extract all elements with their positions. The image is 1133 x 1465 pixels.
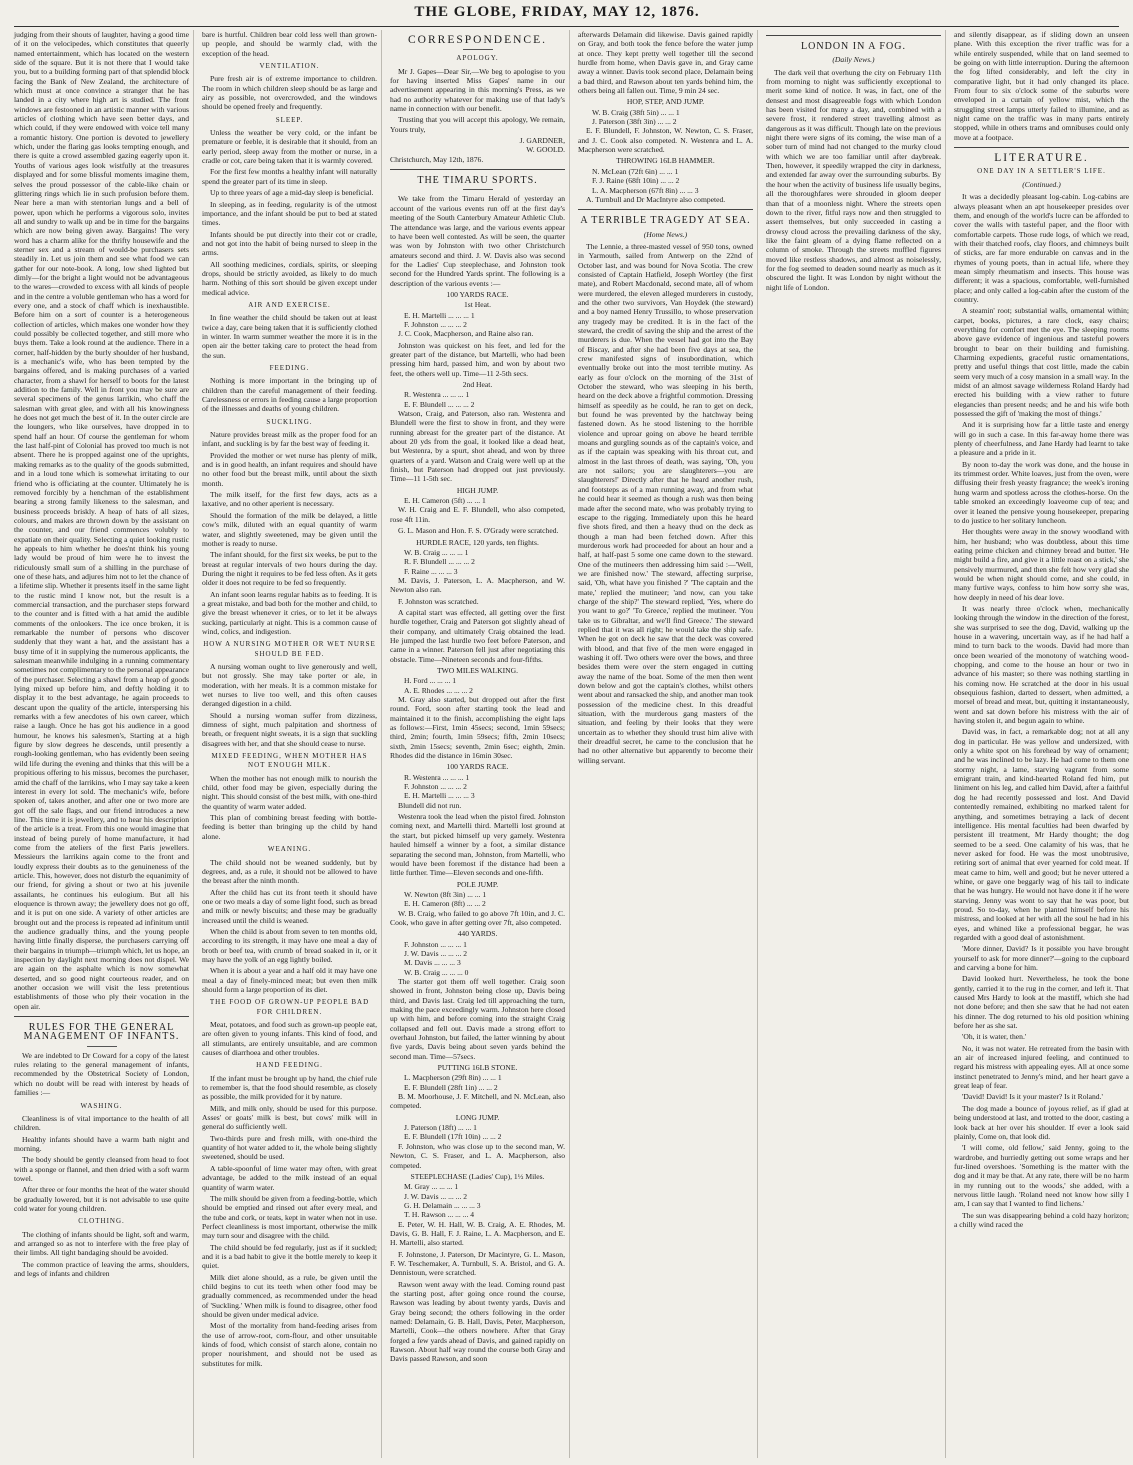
result-line: M. Gray ... ... ... 1 xyxy=(404,1182,459,1192)
result-line: W. Newton (8ft 3in) ... ... 1 xyxy=(404,889,487,899)
washing-subheading: WASHING. xyxy=(80,1101,123,1110)
result-line: L. A. Macpherson (67ft 8in) ... ... 3 xyxy=(592,185,699,195)
rules-heading: RULES FOR THE GENERAL MANAGEMENT OF INFANTS. xyxy=(23,1022,180,1043)
event-report: W. B. Craig, who failed to go above 7ft 10in, and J. C. Cook, who gave in after getting over 7ft, also competed. xyxy=(390,908,565,927)
short-rule xyxy=(87,1046,117,1047)
event-report: G. L. Mason and Hon. F. S. O'Grady were scratched. xyxy=(398,526,559,536)
ventilation-para: Pure fresh air is of extreme importance to children. The room in which children sleep should be as large and airy as possible, not overcrowded, and the windows should be opened freely and frequently. xyxy=(202,74,377,112)
apology-signature: W. GOOLD. xyxy=(526,145,565,155)
event-heading: 100 YARDS RACE. xyxy=(446,762,509,772)
sleep-para: Up to three years of age a mid-day sleep is beneficial. xyxy=(210,188,374,198)
result-line: E. H. Martelli ... ... ... 3 xyxy=(404,791,475,801)
result-line: R. Westenra ... ... ... 1 xyxy=(404,772,470,782)
clothing-para: The common practice of leaving the arms, shoulders, and legs of infants and children xyxy=(14,1259,189,1278)
apology-letter: Mr J. Gapes—Dear Sir,—We beg to apologise to you for having inserted Miss Gapes' name in our advertisement appearing in this morning's Press, as we had no authority whatever for making use of that lady's name in connection with our benefit. xyxy=(390,66,565,114)
story-para: It was nearly three o'clock when, mechanically looking through the window in the direction of the forest, she was surprised to see the dog, David, walking up the house in a wavering, uncertain way, as if he had half a mind to turn back to the woods. David had more than once been wearied of the monotony of watching wood-chopping, and come to the house an hour or two in advance of his master; so there was nothing startling in his coming now. He scratched at the door in his usual obsequious fashion, darted to dessert, when admitted, a morsel of bread and meat, but, quitting it instantaneously, went and sat down before his mistress with the air of having stolen it, and begun again to whine. xyxy=(954,603,1129,726)
event-heading: LONG JUMP. xyxy=(455,1112,500,1122)
nursing-subheading: HOW A NURSING MOTHER OR WET NURSE SHOULD BE FED. xyxy=(203,640,376,658)
story-para: 'I will come, old fellow,' said Jenny, going to the wardrobe, and hurriedly getting out some wraps and her fur-lined overshoes. 'Something is the matter with the dog and it may be that. At any rate, there will be no harm in my running out to the woods,' she added, with a nervous little laugh. 'Roland need not know how silly I am, I can say that I wanted to find lichens.' xyxy=(954,1143,1129,1209)
result-line: R. F. Blundell ... ... ... 2 xyxy=(404,557,475,567)
event-heading: THROWING 16LB HAMMER. xyxy=(616,156,715,166)
london-fog-continued: and silently disappear, as if sliding down an unseen plane. With this exception the river traffic was for a while entirely suspended, while that on land seemed to be going on with little interruption. During the afternoon the fog lifted considerably, and left the city in comparative light, but it had only changed its place. From four to six o'clock some of the suburbs were enveloped in a curtain of yellow mist, which the struggling street lamps utterly failed to illumine, and as night came on the traffic was in many parts entirely stopped, while in others trams and omnibuses could only move at a footpace. xyxy=(954,30,1129,142)
event-report: A. Turnbull and Dr MacIntyre also competed. xyxy=(586,194,726,204)
air-subheading: AIR AND EXERCISE. xyxy=(248,300,331,309)
event-report: E. F. Blundell, F. Johnston, W. Newton, C. S. Fraser, and J. C. Cook also competed. N. Westenra and L. A. Macpherson were scratched. xyxy=(578,126,753,155)
story-title: ONE DAY IN A SETTLER'S LIFE. xyxy=(977,167,1106,176)
tragedy-heading: A TERRIBLE TRAGEDY AT SEA. xyxy=(580,215,751,227)
result-line: F. Raine ... ... ... 3 xyxy=(404,566,458,576)
nursing-para: A nursing woman ought to live generously and well, but not grossly. She may take porter or ale, in moderation, with her meals. It is a common mistake for wet nurses to live too well, and this often causes deranged digestion in a child. xyxy=(202,661,377,709)
result-line: R. Westenra ... ... ... 1 xyxy=(404,390,470,400)
result-line: J. W. Davis ... ... ... 2 xyxy=(404,948,468,958)
clothing-continued: bare is hurtful. Children bear cold less well than grown-up people, and should be warmly clad, with the exception of the head. xyxy=(202,30,377,58)
suckling-para: Nature provides breast milk as the proper food for an infant, and suckling is by far the best way of feeding it. xyxy=(202,430,377,449)
result-line: W. B. Craig ... ... ... 1 xyxy=(404,547,469,557)
result-line: E. F. Blundell ... ... ... 2 xyxy=(404,399,475,409)
result-line: W. B. Craig (38ft 5in) ... ... 1 xyxy=(592,107,680,117)
tragedy-source: (Home News.) xyxy=(643,229,688,239)
washing-para: Healthy infants should have a warm bath night and morning. xyxy=(14,1134,189,1153)
heat-heading: 2nd Heat. xyxy=(462,380,493,389)
event-report: Westenra took the lead when the pistol fired. Johnston coming next, and Martelli third. Martelli lost ground at the start, but picked himself up very gamely. Westenra hauled himself a winner by a foot, a similar distance separating the second man, Johnston, from Martelli, who would have been foremost if the distance had been a little further. Time—Eleven seconds and one-fifth. xyxy=(390,812,565,878)
story-para: 'Oh, it is water, then.' xyxy=(962,1032,1027,1042)
weaning-para: When it is about a year and a half old it may have one meal a day of finely-minced meat; but even then milk should form a large proportion of its diet. xyxy=(202,966,377,994)
column-divider-rule xyxy=(766,35,941,36)
mixed-feeding-subheading: MIXED FEEDING, WHEN MOTHER HAS NOT ENOUGH MILK. xyxy=(211,752,368,770)
apology-subheading: APOLOGY. xyxy=(456,54,499,63)
result-line: L. Macpherson (29ft 8in) ... ... 1 xyxy=(404,1073,502,1083)
hand-feeding-para: Two-thirds pure and fresh milk, with one-third the quantity of hot water added to it, the whole being slightly sweetened, should be used. xyxy=(202,1133,377,1162)
result-line: F. Johnston ... ... ... 2 xyxy=(404,319,467,329)
feeding-subheading: FEEDING. xyxy=(269,364,310,372)
weaning-para: After the child has cut its front teeth it should have one or two meals a day of some light food, such as bread and milk or newly biscuits; and these may be gradually increased until the child is weaned. xyxy=(202,887,377,925)
result-line: E. F. Blundell (28ft 1in) ... ... 2 xyxy=(404,1082,498,1092)
event-heading: HIGH JUMP. xyxy=(456,485,499,495)
column-4 xyxy=(578,30,758,1458)
literature-heading: LITERATURE. xyxy=(994,152,1089,165)
hand-feeding-para: The child should be fed regularly, just as if it suckled; and it is a bad habit to give it the bottle merely to keep it quiet. xyxy=(202,1242,377,1271)
sleep-para: All soothing medicines, cordials, spirits, or sleeping drops, should be strictly avoided, as likely to do much harm. Nothing of this sort should be given except under medical advice. xyxy=(202,259,377,297)
masthead-rule xyxy=(14,26,1119,27)
event-heading: PUTTING 16LB STONE. xyxy=(437,1063,518,1073)
result-line: E. H. Martelli ... ... ... 1 xyxy=(404,310,475,320)
air-para: In fine weather the child should be taken out at least twice a day, care being taken that it is sufficiently clothed in winter. In warm summer weather the more it is in the open air the better taking care to protect the head from the sun. xyxy=(202,313,377,360)
event-other-runners: Blundell did not run. xyxy=(398,800,462,810)
tragedy-text: The Lennie, a three-masted vessel of 950 tons, owned in Yarmouth, sailed from Antwerp on the 22nd of October last, and was bound for Nova Scotia. The crew consisted of Captain Hatfield, Joseph Wortley (the first mate), and Robert Macdonald, second mate, all of whom were murdered, the eleven alleged murderers in custody, and the other two survivors, Van Hoydek (the steward) and a boy named Henry Trussillo, to whose preservation any tragedy may be credited. It is in the fact of the steward, the credit of saving the ship and the arrest of the murderers is due. When the vessel had got into the Bay of Biscay, and after she had been five days at sea, the crew manifested signs of insubordination, which eventually broke out into the most terrible mutiny. As early as four o'clock on the morning of the 31st of October the steward, who was sleeping in his berth, heard on the deck above a frightful commotion. Dressing himself as speedily as he could, he ran to get on deck, but found he was prevented by the hatchway being fastened down. As he stood listening to the horrible violence and uproar going on above he heard terrible moans and gurgling sounds as of the captain's voice, and as if the captain was speaking with his throat cut, and almost in the last throes of death, was saying, 'Oh, you are not sailors; you are slaughterers—you are slaughterers!' Directly after that he heard another rush, and footsteps as of a man running away, and from what he could hear it seemed as though a rush was then being made after the second mate, who was probably trying to escape to the rigging. Immediately upon this he heard five shots fired, and then a heavy thud on the deck as though a man had been fetched down. After this murderous work had proceeded for about an hour and a half, at half-past 5 some one came down to the steward. One of the mutineers then addressing him said :—'Well, we are finished now.' The steward, affecting surprise, said, 'Oh, what have you finished ?' 'The captain and the mate,' replied the mutineer; 'and now, can you take charge of the ship?' The steward replied, 'Yes, where do you want to go?' 'To Greece,' replied the mutineer. 'You take us to Gibraltar, and we'll find Greece.' The steward replied that it was all right; he would take the ship safe. When he got on deck he saw that the deck was covered with blood, and that five of the men were engaged in washing it off. Two others were over the bows, and three besides them were over the stern engaged in cutting away the name of the boat. Some of the men then went down below and got the captain's clothes, whilst others went about and ransacked the ship, and another man took possession of the medicine chest. In this dreadful situation, with the murderous gang masters of the situation, and feeling by their looks that they were uncertain as to whether they should trust him alive with their dreadful secret, he came to the conclusion that he had no other alternative but apparently to become their willing servant. xyxy=(578,241,753,765)
event-report: The starter got them off well together. Craig soon showed in front, Johnston being close up, Davis being third, and Davis last. Craig led till approaching the turn, making the pace exceedingly warm. Johnston here closed up with him, and before coming into the straight Craig collapsed and fell out. Davis made a strong effort to overhaul Johnston, but failed, the latter winning by about five yards, Davis being about seven yards behind the second man. Time—57secs. xyxy=(390,976,565,1061)
weaning-para: When the child is about from seven to ten months old, according to its strength, it may have one meal a day of broth or beef tea, with crumb of bread soaked in it, or it may have the yolk of an egg lightly boiled. xyxy=(202,926,377,964)
apology-close: Trusting that you will accept this apology, We remain, Yours truly, xyxy=(390,115,565,134)
result-line: E. H. Cameron (5ft) ... ... 1 xyxy=(404,496,486,506)
result-line: W. B. Craig ... ... ... 0 xyxy=(404,967,469,977)
story-para: 'More dinner, David? Is it possible you have brought yourself to ask for more dinner?'—going to the cupboard and carving a bone for him. xyxy=(954,944,1129,972)
weaning-para: The child should not be weaned suddenly, but by degrees, and, as a rule, it should not be allowed to have the breast after the ninth month. xyxy=(202,857,377,886)
grownup-food-para: Meat, potatoes, and food such as grown-up people eat, are often given to young infants. This kind of food, and all stimulants, are entirely unsuitable, and are common causes of diarrhoea and other troubles. xyxy=(202,1020,377,1058)
clothing-para: The clothing of infants should be light, soft and warm, and arranged so as not to interfere with the free play of their limbs. All tight bandaging should be avoided. xyxy=(14,1229,189,1258)
hand-feeding-para: A table-spoonful of lime water may often, with great advantage, be added to the milk instead of an equal quantity of warm water. xyxy=(202,1163,377,1192)
result-line: J. Paterson (18ft) ... ... 1 xyxy=(404,1123,477,1133)
column-1 xyxy=(14,30,194,1458)
london-fog-heading: LONDON IN A FOG. xyxy=(801,41,906,52)
event-report: Johnston was quickest on his feet, and led for the greater part of the distance, but Martelli, who had been pressing him hard, passed him, and won by about two feet, the others well up. Time—11 2-5th secs. xyxy=(390,340,565,378)
mixed-feeding-para: This plan of combining breast feeding with bottle-feeding is better than bringing up the child by hand alone. xyxy=(202,813,377,841)
column-3 xyxy=(390,30,570,1458)
suckling-subheading: SUCKLING. xyxy=(266,417,313,426)
story-para: David was, in fact, a remarkable dog; not at all any dog in particular. He was yellow and undersized, with only a white spot on his forehead by way of ornament; and he was inclined to be lazy. He had come to them one stormy night, a lame, starving vagrant from some emigrant train, and kind-hearted Roland fed him, put liniment on his leg, and called him David, after a faithful dog he had recently possessed and lost. And David contentedly remained, exhibiting no marked talent for anything, and sometimes betraying a lack of decent intelligence. His mental faculties had been dwarfed by persistent ill treatment, Mr Hardy thought; the dog seemed to be a seed. One calamity of his was, that he never asked for food. He was the most unobtrusive, retiring sort of animal that ever yearned for cold meat. If meat came to him, well and good; but he never uttered a whine, or gave one beggarly wag of his tail to indicate that he was hungry. He would not have done it if he were starving. Jenny was wont to say that he was poor, but proud. So to-day, when he planted himself before his mistress, and looked at her with all the soul he had in his eyes, and whined like a professional beggar, he was regarded with a good deal of astonishment. xyxy=(954,727,1129,942)
column-divider-rule xyxy=(390,169,565,170)
suckling-para: An infant soon learns regular habits as to feeding. It is a great mistake, and bad both for the mother and child, to give the breast whenever it cries, or to let it be always sucking, particularly at night. This is a common cause of wind, colics, and indigestion. xyxy=(202,589,377,636)
event-report: M. Gray also started, but dropped out after the first round. Ford, soon after starting took the lead and maintained it to the finish, accomplishing the eight laps as follows:—First, 1min 45secs; second, 1min 59secs; third, 2min; fourth, 1min 59secs; fifth, 2min 10secs; sixth, 2min 15secs; seventh, 2min 6sec; eighth, 2min. Rhodes did the distance in 16min 30sec. xyxy=(390,695,565,761)
apology-signature: J. GARDNER, xyxy=(519,136,565,146)
event-heading: HURDLE RACE, 120 yards, ten flights. xyxy=(416,537,539,547)
hand-feeding-subheading: HAND FEEDING. xyxy=(256,1061,323,1070)
correspondence-heading: CORRESPONDENCE. xyxy=(408,34,547,46)
story-para: And it is surprising how far a little taste and energy will go in such a case. In this far-away home there was plenty of cheerfulness, and Jane Hardy had learnt to take a pleasure and a pride in it. xyxy=(954,420,1129,458)
story-para: A steamin' root; substantial walls, ornamental within; carpet, books, pictures, a rare clock, easy chairs; everything for comfort met the eye. The sleeping rooms above gave evidence of ingenious and tasteful powers brought to bear on their building and furnishing. Charming expedients, graceful rustic ornamentations, pretty and useful things that cost little, made the cabin seem very much of a cosy mansion in a small way. In the midst of an almost savage wilderness Roland Hardy had erected his building with a view rather to future elegancies than present needs; and he and his wife both possessed the gift of 'making the most of things.' xyxy=(954,306,1129,419)
story-para: The sun was disappearing behind a cold hazy horizon; a chilly wind raced the xyxy=(954,1210,1129,1229)
sale-article-text: judging from their shouts of laughter, having a good time of it on the velocipedes, which constitutes that queerly named entertainment, which has located on the western side of the square. But it is not there that I would take you, but to a building forming part of that splendid block facing the Bank of New Zealand, the architecture of which must at once convince a stranger that he has landed in a city where high art is studied. The front windows are festooned in an artistic manner with various articles of clothing which have seen better days, and which could, if they were endowed with voice tell many a romantic history. One portion is devoted to jewellery which, under the flaring gas looks tempting enough, and there is quite a crowd assembled gazing eagerly upon it. Youths of various ages look wistfully at the treasures displayed and for some blissful moments imagine them, selves the proud possessor of the cable-like chain or glittering rings which lie in such profusion before them. Near here a man with stentorian lungs and a bell of power, upon which he performs a vigorous solo, invites all and sundry to walk up and be in time for the bargains which are now being given away. Bargains! The very word has a charm alike for the thrifty housewife and the sterner sex and a stream of would-be purchasers sets steadily in. Let us join them and see what food we can gather for our note-book. A long, low shed lighted but dimly—for the bright a light would not be advantageous to the wares—crowded to excess with all kinds of people and in the centre a voluble gentleman who has a word for every one, and a stock of chaff which is inexhaustible. Before him on a sort of counter is a heterogeneous collection of articles, which makes one wonder how they could possibly be collected together, and still more who buys them. Take a look round at the audience. There in a corner, half-hidden by the burly shoulder of her husband, is a mechanic's wife, who has been tempted by the bargains offered, and is making purchases of a varied character, from a shawl for herself to boots for the latest addition to the family. Well in front you may be sure are several specimens of the genus larrikin, who chaff the salesman with great glee, and with all his knowingness he does not get much the best of it. In the outer circle are the loungers, who like ourselves, have dropped in to spend half an hour. Of course the gentleman for whom the last half-pint of Colonial has proved too much is not absent. There he is propped against one of the uprights, making remarks as to the quality of the goods submitted, and in a loud tone which is somewhat irritating to our friend who is officiating at the counter. Ultimately he is removed forcibly by a henchman of the establishment bearing a strong family likeness to the salesman, and business proceeds briskly. A heap of hats of all sizes, colours, and makes are thrown down by the assistant on the counter, and our friend commences volubly to expatiate on their quality. Selecting a quiet looking rustic he appeals to him whether he does'nt think his young lady would be proud of him were he to invest the ridiculously small sum of a shilling in the purchase of one of these hats, and adjures him not to let the chance of a lifetime slip. Whether it presents itself in the same light to the rustic mind I know not, but the result is a commercial transaction, and the purchaser steps forward to the counter and is fitted with a hat amid the audible comments of the onlookers. The ice once broken, it is remarkable the number of persons who discover suddenly that they want a hat, and the assistant has a busy time of it in supplying the numerous applicants, the salesman meanwhile indulging in a running commentary sometimes not complimentary to the personal appearance of the purchaser. Selecting a shawl from a heap of goods lying mixed up before him, and deftly holding it to display it to the best advantage, he again proceeds to descant upon the quality of the article, interspersing his remarks with a few anecdotes of his own career, which raise a laugh. Once he has got his audience in a good humour, he knows his salesmen's, Starting at a high figure by slow degrees he descends, until presently a rough-looking gentleman, who has evidently been seeing wild life during the evening and thinks that this will be a propitious offering to his missus, becomes the purchaser, amid the chaff of the larrikins, who I may say take a keen interest in every lot sold. The mechanic's wife, before spoken of, takes another, and after one or two more are got off the sale flags, and our friend introduces a new line. This time it is jewellery, and to hear his description of the article is a treat. From this one would imagine that instead of being purely of home manufacture, it had come from the ateliers of the first Paris jewellers. Messieurs the larrikins again come to the front and loudly express their doubts as to the genuineness of the article. This, however, does not disturb the equanimity of our friend, for giving a shout or two at his juvenile assailants, he continues his eulogium. But all his eloquence is thrown away; the jewellery does not go off, and it is put on one side. A variety of other articles are brought out and the process is repeated ad infinitum until the audience gradually thins, and the young people having little finally disperse, the purchasers carrying off their bargains in triumph—triumph which, let us hope, an inspection by daylight next morning does not dispel. We are again on the asphalte which is now somewhat deserted, and so good night courteous reader, and on another occasion we will visit the less pretentious establishments of those who ply their vocation in the open air. xyxy=(14,30,189,1011)
event-other-runners: M. Davis, J. Paterson, L. A. Macpherson, and W. Newton also ran. xyxy=(390,575,565,595)
event-heading: 440 YARDS. xyxy=(457,929,498,939)
hand-feeding-para: Milk, and milk only, should be used for this purpose. Asses' or goats' milk is best, but cows' milk will in general do sufficiently well. xyxy=(202,1103,377,1132)
story-para: By noon to-day the work was done, and the house in its trimmest order. White loaves, just from the oven, were diffusing their fresh yeasty fragrance; the week's ironing hung warm and spotless across the clothes-horse. On the table smoked an exceedingly loaveome cup of tea; and over it leaned the pensive young housekeeper, preparing to do justice to her solitary luncheon. xyxy=(954,459,1129,525)
mixed-feeding-para: When the mother has not enough milk to nourish the child, other food may be given, especially during the night. This should consist of the best milk, with one-third the quantity of warm water added. xyxy=(202,773,377,811)
result-line: G. H. Delamain ... ... ... 3 xyxy=(404,1200,481,1210)
event-heading: HOP, STEP, AND JUMP. xyxy=(626,97,705,107)
event-scratched: F. Johnston was scratched. xyxy=(398,596,479,606)
result-line: F. Johnston ... ... ... 2 xyxy=(404,782,467,792)
apology-place-date: Christchurch, May 12th, 1876. xyxy=(390,154,484,164)
result-line: F. J. Raine (68ft 10in) ... ... 2 xyxy=(592,176,680,186)
story-para: 'David! David! Is it your master? Is it Roland.' xyxy=(962,1092,1103,1102)
hand-feeding-para: Most of the mortality from hand-feeding arises from the use of arrow-root, corn-flour, and other unsuitable kinds of food, which consist of starch alone, contain no proper nourishment, and should not be used as substitutes for milk. xyxy=(202,1321,377,1368)
event-report: F. Johnston, who was close up to the second man, W. Newton, C. S. Fraser, and L. A. Macpherson, also competed. xyxy=(390,1141,565,1170)
result-line: H. Ford ... ... ... 1 xyxy=(404,676,457,686)
event-report: B. M. Moorhouse, J. F. Mitchell, and N. McLean, also competed. xyxy=(390,1092,565,1111)
suckling-para: The infant should, for the first six weeks, be put to the breast at regular intervals of two hours during the day. During the night it requires to be fed less often. As it gets older it does not require to be fed so frequently. xyxy=(202,550,377,588)
event-other-runners: E. Peter, W. H. Hall, W. B. Craig, A. E. Rhodes, M. Davis, G. B. Hall, F. J. Raine, L. A. Macpherson, and E. H. Martelli, also started. xyxy=(390,1219,565,1248)
clothing-subheading: CLOTHING. xyxy=(78,1217,125,1226)
suckling-para: Provided the mother or wet nurse has plenty of milk, and is in good health, an infant requires and should have no other food but the breast milk, until about the sixth month. xyxy=(202,450,377,488)
column-divider-rule xyxy=(14,1016,189,1017)
event-heading: 100 YARDS RACE. xyxy=(446,289,509,299)
hand-feeding-para: Milk diet alone should, as a rule, be given until the child begins to cut its teeth when other food may be gradually commenced, as recommended under the head of 'Suckling.' When milk is found to disagree, other food should be given under medical advice. xyxy=(202,1272,377,1319)
column-2 xyxy=(202,30,382,1458)
sleep-para: Unless the weather be very cold, or the infant be premature or feeble, it is desirable that it should, from an early period, sleep away from the mother or nurse, in a cradle or cot, care being taken that it is warmly covered. xyxy=(202,128,377,166)
event-report: A capital start was effected, all getting over the first hurdle together, Craig and Paterson got slightly ahead of their company, and ultimately Craig obtained the lead. He jumped the last hurdle two feet before Paterson, and came in a winner. Paterson fell just after negotiating this obstacle. Time—Nineteen seconds and four-fifths. xyxy=(390,607,565,664)
result-line: M. Davis ... ... ... 3 xyxy=(404,958,461,968)
short-rule xyxy=(463,49,493,50)
washing-para: After three or four months the heat of the water should be gradually lowered, but it is not advisable to use quite cold water for young children. xyxy=(14,1185,189,1213)
event-other-runners: J. C. Cook, Macpherson, and Raine also ran. xyxy=(398,329,534,339)
ventilation-subheading: VENTILATION. xyxy=(259,62,320,71)
newspaper-columns xyxy=(14,30,1129,1458)
sleep-subheading: SLEEP. xyxy=(275,115,304,124)
steeplechase-continued: afterwards Delamain did likewise. Davis gained rapidly on Gray, and both took the fence before the water jump at once. They kept pretty well together till the second hurdle from home, when Davis gave in, and Gray came away a winner. Davis took second place, Delamain being a bad third, and Rawson about ten yards behind him, the others being all fallen out. Time, 9 min 24 sec. xyxy=(578,30,753,96)
event-heading: STEEPLECHASE (Ladies' Cup), 1½ Miles. xyxy=(410,1171,545,1181)
story-para: It was a decidedly pleasant log-cabin. Log-cabins are always pleasant when an apt housekeeper presides over them, and enough of the world's lucre can be afforded to cover the walls with tasteful paper, and the floor with comfortable carpets. Those rude logs, of which we read, with their thatched roofs, clay floors, and chimneys built of sticks, are far more endurable on canvas and in the rhymes of young poets, than in actual life, where they mean simply rheumatism and insects. This house was different; it was a spacious, comfortable, well-furnished place; and only called a log-cabin after the custom of the country. xyxy=(954,192,1129,304)
result-line: N. McLean (72ft 6in) ... ... 1 xyxy=(592,166,679,176)
result-line: A. E. Rhodes ... ... ... 2 xyxy=(404,685,473,695)
event-report: Rawson went away with the lead. Coming round past the starting post, after going once round the course, Rawson was leading by about twenty yards, Davis and Gray being second; the others following in the order named: Delamain, G. B. Hall, Davis, Peter, Macpherson, Martelli, Cook—the others nowhere. After that Gray forged a few yards ahead of Davis, and gained rapidly on Rawson. About half way round the course both Gray and Davis passed Rawson, and soon xyxy=(390,1279,565,1364)
london-fog-source: (Daily News.) xyxy=(832,55,875,65)
event-heading: TWO MILES WALKING. xyxy=(436,665,519,675)
rules-intro: We are indebted to Dr Coward for a copy of the latest rules relating to the general management of infants, recommended by the Obstetrical Society of London, which no doubt will be read with interest by heads of families :— xyxy=(14,1050,189,1098)
grownup-food-subheading: THE FOOD OF GROWN-UP PEOPLE BAD FOR CHILDREN. xyxy=(209,998,370,1016)
result-line: E. H. Cameron (8ft) ... ... 2 xyxy=(404,899,486,909)
weaning-subheading: WEANING. xyxy=(267,845,312,854)
suckling-para: Should the formation of the milk be delayed, a little cow's milk, diluted with an equal quantity of warm water, and slightly sweetened, may be given until the mother is ready to nurse. xyxy=(202,510,377,548)
story-continued-note: (Continued.) xyxy=(1022,179,1061,189)
short-rule xyxy=(463,189,493,190)
sleep-para: In sleeping, as in feeding, regularity is of the utmost importance, and the infant should be put to bed at stated times. xyxy=(202,199,377,228)
washing-para: Cleanliness is of vital importance to the health of all children. xyxy=(14,1113,189,1133)
sleep-para: For the first few months a healthy infant will naturally spend the greater part of its time in sleep. xyxy=(202,167,377,186)
newspaper-masthead: THE GLOBE, FRIDAY, MAY 12, 1876. xyxy=(414,4,700,20)
hand-feeding-para: If the infant must be brought up by hand, the chief rule to remember is, that the food should resemble, as closely as possible, the milk provided for it by nature. xyxy=(202,1073,377,1102)
column-5 xyxy=(766,30,946,1458)
sleep-para: Infants should be put directly into their cot or cradle, and not got into the habit of being nursed to sleep in the arms. xyxy=(202,229,377,258)
feeding-para: Nothing is more important in the bringing up of children than the careful management of their feeding. Carelessness or errors in feeding cause a large proportion of the illnesses and deaths of young children. xyxy=(202,376,377,414)
story-para: No, it was not water. He retreated from the basin with an air of increased injured feeling, and continued to regard his mistress with appealing eyes. All at once some instinct penetrated to Jenny's mind, and her heart gave a great leap of fear. xyxy=(954,1043,1129,1091)
hand-feeding-para: The milk should be given from a feeding-bottle, which should be emptied and rinsed out after every meal, and the tube and cork, or teats, kept in water when not in use. Perfect cleanliness is most important, otherwise the milk may turn sour and disagree with the child. xyxy=(202,1193,377,1241)
story-para: The dog made a bounce of joyous relief, as if glad at being understood at last, and trotted to the door, casting a look back at her over his shoulder. If ever a look said plainly, Come on, that look did. xyxy=(954,1103,1129,1141)
result-line: J. Paterson (38ft 3in) ... ... 2 xyxy=(592,117,677,127)
story-para: Her thoughts were away in the snowy woodland with him, her husband; who was doubtless, about this time eating prime chicken and chimney bread and butter. 'He might build a fire, and give it a little roast on a stick,' she pensively murmured, and then she felt how very glad she would be when night should come, and she could, in many furtive ways, confess to him how sorry she was, how deeply in need of his dear love. xyxy=(954,527,1129,602)
timaru-sports-heading: THE TIMARU SPORTS. xyxy=(417,175,538,187)
event-scratched: F. Johnstone, J. Paterson, Dr Macintyre, G. L. Mason, F. W. Teschemaker, A. Turnbull, S. A. Bristol, and G. A. Dennistoun, were scratched. xyxy=(390,1249,565,1278)
timaru-intro: We take from the Timaru Herald of yesterday an account of the various events run off at the first day's meeting of the South Canterbury Amateur Athletic Club. The attendance was large, and the various events appear to have been well contested. As will be seen, the quarter was won by Johnston with two other Christchurch amateurs second and third. J. W. Davis also was second for the Ladies' Cup steeplechase, and Johnston took second for the Hundred Yards sprint. The following is a description of the various events :— xyxy=(390,194,565,288)
column-divider-rule xyxy=(954,147,1129,148)
suckling-para: The milk itself, for the first few days, acts as a laxative, and no other aperient is necessary. xyxy=(202,490,377,509)
result-line: E. F. Blundell (17ft 10in) ... ... 2 xyxy=(404,1132,502,1142)
washing-para: The body should be gently cleansed from head to foot with a sponge or flannel, and then dried with a soft warm towel. xyxy=(14,1155,189,1183)
result-line: F. Johnston ... ... ... 1 xyxy=(404,939,467,949)
event-report: W. H. Craig and E. F. Blundell, who also competed, rose 4ft 11in. xyxy=(390,505,565,524)
story-para: David looked hurt. Nevertheless, he took the bone gently, carried it to the rug in the corner, and left it. That caused Mrs Hardy to look at the mastiff, which she had not done before; and then she saw that he had not eaten his dinner. The dog returned to his old position whining before her as she sat. xyxy=(954,974,1129,1031)
event-report: Watson, Craig, and Paterson, also ran. Westenra and Blundell were the first to show in front, and they were running abreast for the greater part of the distance. At about 20 yds from the goal, it looked like a dead heat, but Westenra, by a spurt, shot ahead, and won by three quarters of a yard. Watson and Craig were well up at the finish, but Paterson had dropped out just previously. Time—11 1-5th sec. xyxy=(390,409,565,484)
column-6 xyxy=(954,30,1133,1458)
event-heading: POLE JUMP. xyxy=(456,879,499,889)
result-line: T. H. Rawson ... ... ... 4 xyxy=(404,1210,475,1220)
result-line: J. W. Davis ... ... ... 2 xyxy=(404,1191,468,1201)
column-divider-rule xyxy=(578,209,753,210)
heat-heading: 1st Heat. xyxy=(464,300,491,310)
london-fog-text: The dark veil that overhung the city on February 11th from morning to night was sufficiently exceptional to merit some kind of notice. It was, in fact, one of the densest and most disagreeable fogs with which London has been visited for many a day, and, combined with a severe frost, it rendered street travelling almost as dangerous as it was difficult. Though late on the previous night there were signs of its coming, the wise man of a sober turn of mind had not changed to the murky cloud with which we are too familiar until after daybreak. Then, however, it speedily wrapped the city in darkness, and extended far away over the surrounding suburbs. By the hour when the activity of business life usually begins, all the thoroughfares were shrouded in gloom deeper than that of a moonless night. Where the streets open down to the river, fitful rays now and then struggled to assert themselves, but only succeeded in casting a drowsy cloud across the prevailing darkness of the sky, like the faint gleam of a dying flame reflected on a column of smoke. Through the streets muffled figures moved like restless shadows, and almost as noiselessly, for the fog seemed to deaden sound nearly as much as it obscured the light. It was London by night without the night life of London. xyxy=(766,67,941,292)
nursing-para: Should a nursing woman suffer from dizziness, dimness of sight, much palpitation and shortness of breath, or frequent night sweats, it is a sign that suckling disagrees with her, and that she should cease to nurse. xyxy=(202,710,377,748)
